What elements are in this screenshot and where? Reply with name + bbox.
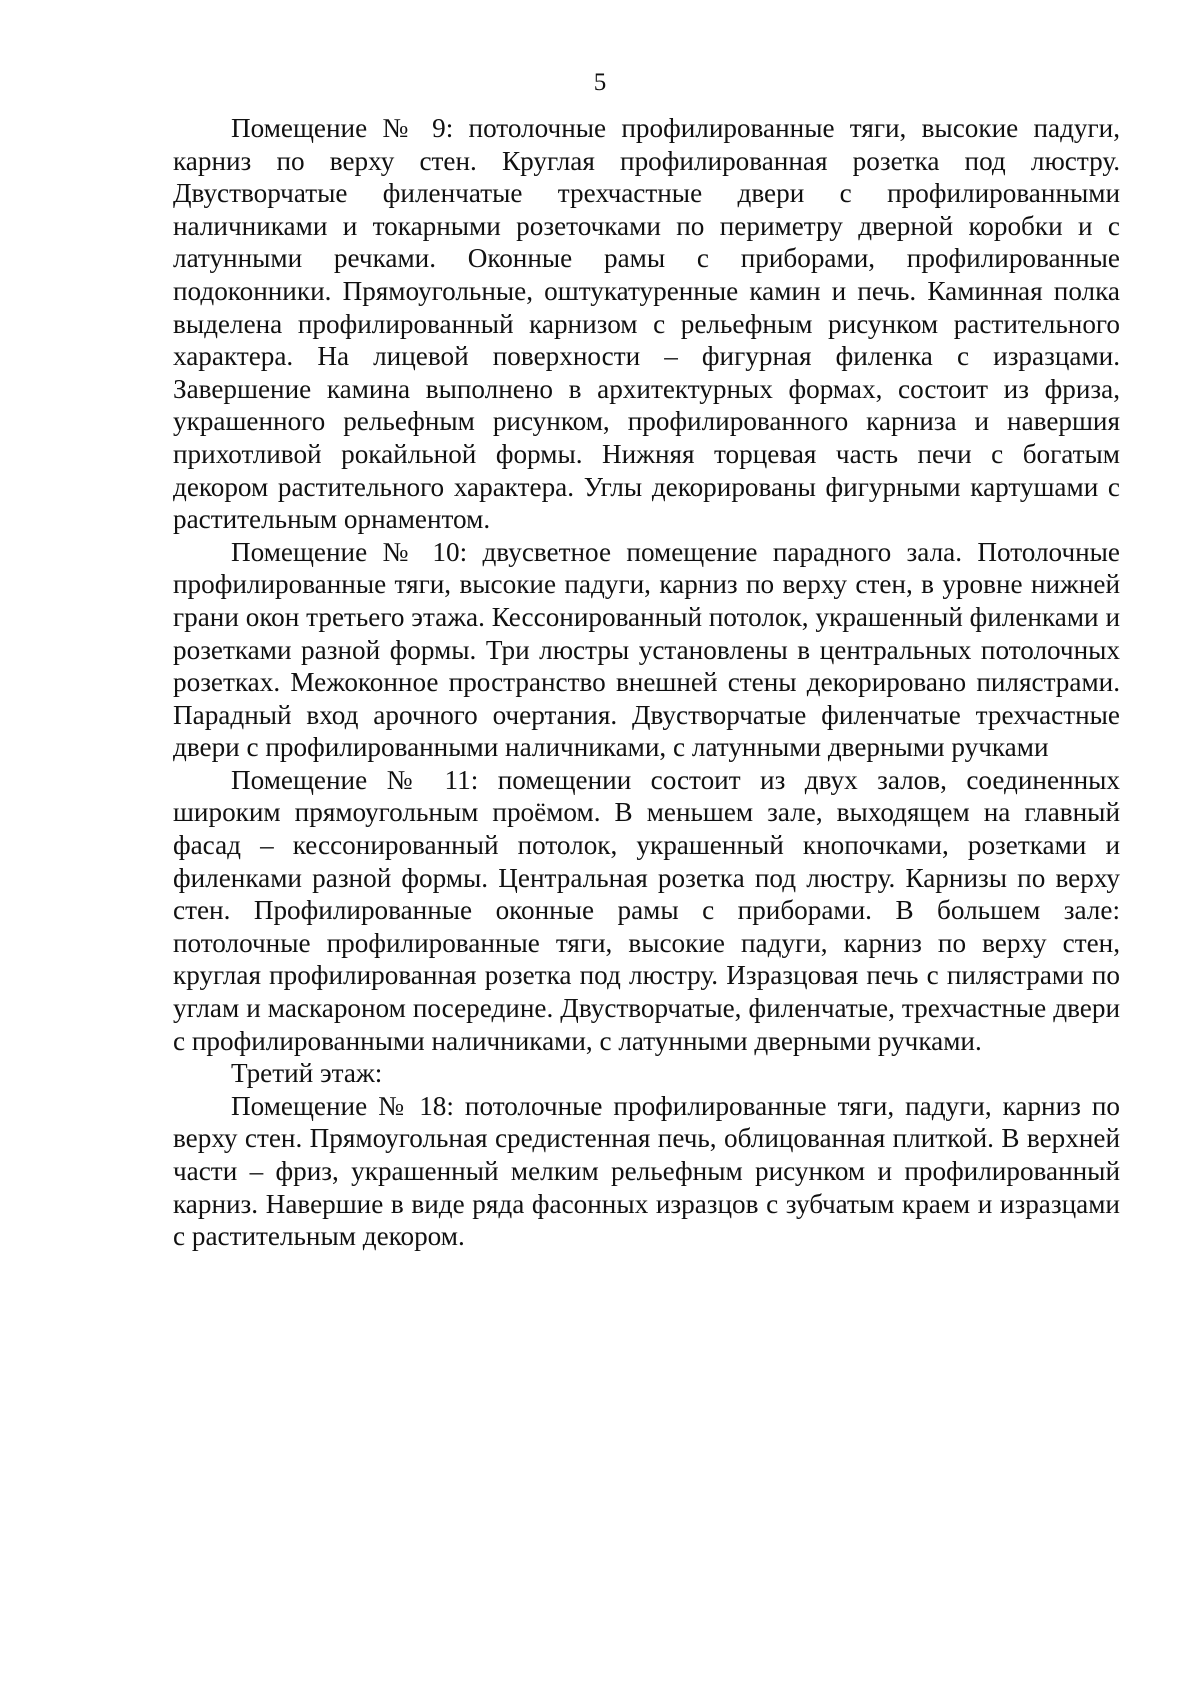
section-heading-third-floor: Третий этаж:: [231, 1058, 383, 1089]
page-number: 5: [593, 69, 607, 96]
paragraph-room-9: Помещение № 9: потолочные профилированные тяги, высокие падуги, карниз по верху стен. Круглая профилированная розетка под люстру. Двустворчатые филенчатые трехчастные двери с профилированными наличниками и токарными розеточками по периметру дверной коробки и с латунными речками. Оконные рамы с приборами, профилированные подоконники. Прямоугольные, оштукатуренные камин и печь. Каминная полка выделена профилированный карнизом с рельефным рисунком растительного характера. На лицевой поверхности – фигурная филенка с изразцами. Завершение камина выполнено в архитектурных формах, состоит из фриза, украшенного рельефным рисунком, профилированного карниза и навершия прихотливой рокайльной формы. Нижняя торцевая часть печи с богатым декором растительного характера. Углы декорированы фигурными картушами с растительным орнаментом.: [173, 113, 1120, 535]
paragraph-room-18: Помещение № 18: потолочные профилированные тяги, падуги, карниз по верху стен. Прямоугольная средистенная печь, облицованная плиткой. В верхней части – фриз, украшенный мелким рельефным рисунком и профилированный карниз. Навершие в виде ряда фасонных изразцов с зубчатым краем и изразцами с растительным декором.: [173, 1090, 1120, 1252]
paragraph-room-10: Помещение № 10: двусветное помещение парадного зала. Потолочные профилированные тяги, высокие падуги, карниз по верху стен, в уровне нижней грани окон третьего этажа. Кессонированный потолок, украшенный филенками и розетками разной формы. Три люстры установлены в центральных потолочных розетках. Межоконное пространство внешней стены декорировано пилястрами. Парадный вход арочного очертания. Двустворчатые филенчатые трехчастные двери с профилированными наличниками, с латунными дверными ручками: [173, 536, 1120, 763]
document-body: [173, 112, 1120, 1253]
paragraph-room-11: Помещение № 11: помещении состоит из двух залов, соединенных широким прямоугольным проёмом. В меньшем зале, выходящем на главный фасад – кессонированный потолок, украшенный кнопочками, розетками и филенками разной формы. Центральная розетка под люстру. Карнизы по верху стен. Профилированные оконные рамы с приборами. В большем зале: потолочные профилированные тяги, высокие падуги, карниз по верху стен, круглая профилированная розетка под люстру. Изразцовая печь с пилястрами по углам и маскароном посередине. Двустворчатые, филенчатые, трехчастные двери с профилированными наличниками, с латунными дверными ручками.: [173, 764, 1120, 1056]
